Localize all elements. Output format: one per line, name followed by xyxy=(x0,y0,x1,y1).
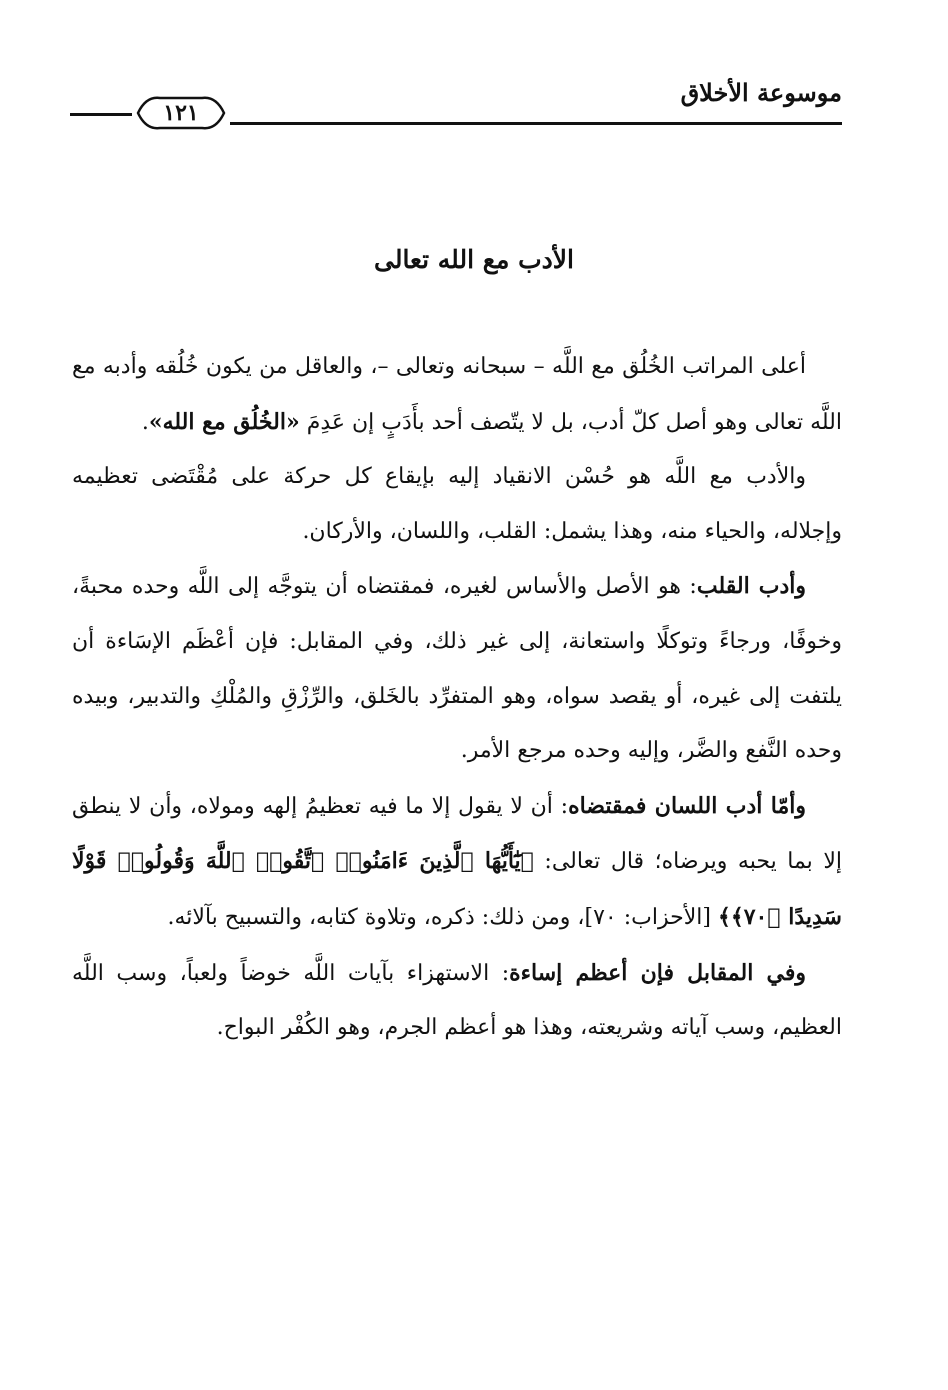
page-header xyxy=(70,70,842,130)
text-run: أعلى المراتب الخُلُق مع اللَّه – سبحانه وتعالى –، والعاقل من يكون خُلُقه وأدبه مع اللَّه تعالى وهو أصل كلّ أدب، بل لا يتّصف أحد بأَدَبٍ إن عَدِمَ xyxy=(72,354,842,435)
page-number-frame xyxy=(132,92,230,134)
header-rule xyxy=(230,122,842,125)
bold-phrase: وأدب القلب xyxy=(696,573,807,600)
bold-phrase: ﴿يَٰٓأَيُّهَا ٱلَّذِينَ ءَامَنُوا۟ ٱتَّقُوا۟ ٱللَّهَ وَقُولُوا۟ قَوْلًا سَدِيدًا ﴿٧٠﴾﴾ xyxy=(72,848,842,930)
paragraph xyxy=(72,779,842,946)
book-title: موسوعة الأخلاق xyxy=(680,78,842,107)
text-run: [الأحزاب: ٧٠]، ومن ذلك: ذكره، وتلاوة كتابه، والتسبيح بآلائه. xyxy=(167,904,718,930)
bold-phrase: «الخُلُق مع الله» xyxy=(148,408,300,435)
page-number: ١٢١ xyxy=(163,100,199,126)
paragraph xyxy=(72,559,842,778)
paragraph xyxy=(72,946,842,1056)
section-heading: الأدب مع الله تعالى xyxy=(373,245,574,274)
bold-phrase: وفي المقابل فإن أعظم إساءة xyxy=(509,959,806,986)
text-run: : هو الأصل والأساس لغيره، فمقتضاه أن يتوجَّه إلى اللَّه وحده محبةً، وخوفًا، ورجاءً وتوكلًا واستعانة، إلى غير ذلك، وفي المقابل: فإن أعْظَم الإسَاءة أن يلتفت إلى غيره، أو يقصد سواه، وهو المتفرِّد بالخَلق، والرِّزْقِ والمُلْكِ والتدبير، وبيده وحده النَّفع والضَّر، وإليه وحده مرجع الأمر. xyxy=(72,574,842,764)
paragraph xyxy=(72,340,842,450)
header-rule-left xyxy=(70,113,132,116)
text-run: : أن لا يقول إلا ما فيه تعظيمُ إلهه ومولاه، وأن لا ينطق إلا بما يحبه ويرضاه؛ قال تعالى: xyxy=(72,793,842,875)
body-text xyxy=(72,340,842,1056)
paragraph xyxy=(72,450,842,559)
bold-phrase: وأمّا أدب اللسان فمقتضاه xyxy=(568,792,807,819)
text-run: . xyxy=(141,409,149,435)
text-run: : الاستهزاء بآيات اللَّه خوضاً ولعباً، وسب اللَّه العظيم، وسب آياته وشريعته، وهذا هو أعظم الجرم، وهو الكُفْر البواح. xyxy=(72,960,842,1041)
text-run: والأدب مع اللَّه هو حُسْن الانقياد إليه بإيقاع كل حركة على مُقْتَضى تعظيمه وإجلاله، والحياء منه، وهذا يشمل: القلب، واللسان، والأركان. xyxy=(72,464,842,544)
